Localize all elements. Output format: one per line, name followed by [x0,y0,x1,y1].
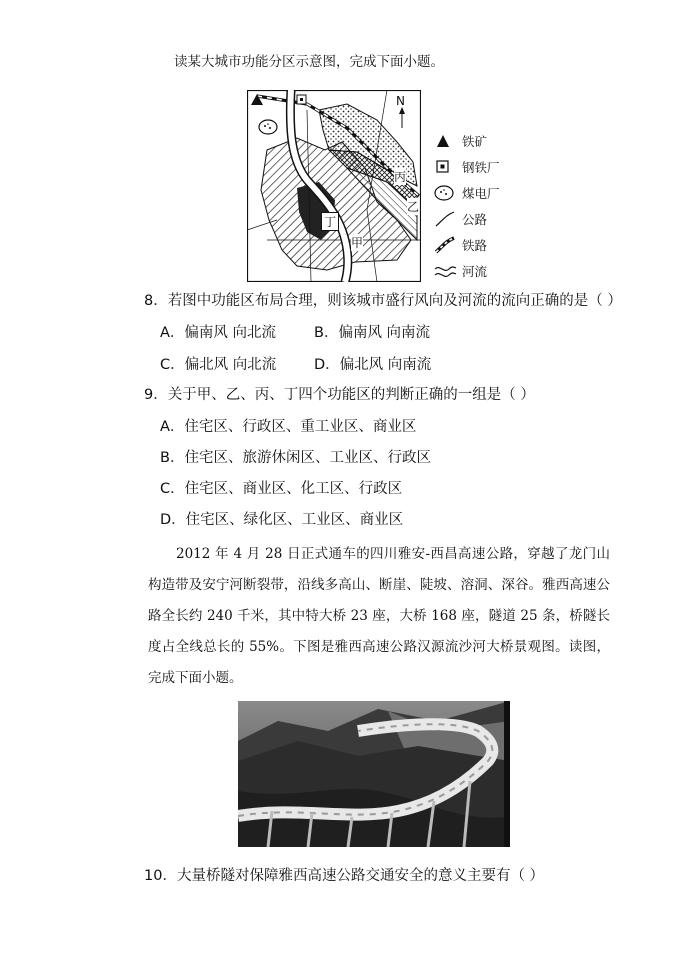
coal-power-icon [259,120,277,134]
steel-mill-flag-icon [432,157,458,177]
q9-option-d: D．住宅区、绿化区、工业区、商业区 [160,512,404,528]
q8-stem: 8．若图中功能区布局合理，则该城市盛行风向及河流的流向正确的是（ ） [144,293,622,309]
q9-option-b: B．住宅区、旅游休闲区、工业区、行政区 [160,450,431,466]
bridge-photo-svg [238,701,510,847]
q9-stem: 9．关于甲、乙、丙、丁四个功能区的判断正确的一组是（ ） [144,387,535,403]
q8-option-b: B．偏南风 向南流 [314,325,431,341]
map-label-jia: 甲 [351,236,364,250]
bridge-photo [238,701,510,847]
city-zoning-map [247,90,421,282]
intro-instruction: 读某大城市功能分区示意图，完成下面小题。 [174,54,444,70]
legend-river: 河流 [432,260,487,282]
map-label-bing: 丙 [394,170,407,184]
q8-option-a: A．偏南风 向北流 [160,325,277,341]
legend-iron-ore: 铁矿 [432,130,487,152]
q8-option-c: C．偏北风 向北流 [160,357,277,373]
q9-option-a: A．住宅区、行政区、重工业区、商业区 [160,419,417,435]
legend-coal-power: 煤电厂 [432,182,500,204]
north-arrow-label: N [396,94,405,108]
legend-road: 公路 [432,208,487,230]
iron-ore-triangle-icon [432,131,458,151]
passage-text: 2012 年 4 月 28 日正式通车的四川雅安-西昌高速公路，穿越了龙门山构造带及安宁河断裂带，沿线多高山、断崖、陡坡、溶洞、深谷。雅西高速公路全长约 240 千米，其中特大桥 23 座，大桥 168 座，隧道 25 条，桥隧长度占全线总长的 55%。下图是雅西高速公路汉源流沙河大桥景观图。读图，完成下面小题。 [148,546,610,686]
map-label-ding: 丁 [321,212,339,231]
legend-steel-mill: 钢铁厂 [432,156,500,178]
river-line-icon [432,261,458,281]
q10-stem: 10．大量桥隧对保障雅西高速公路交通安全的意义主要有（ ） [144,868,545,884]
legend-railway: 铁路 [432,234,487,256]
map-label-yi: 乙 [407,200,420,214]
q9-option-c: C．住宅区、商业区、化工区、行政区 [160,481,403,497]
railway-line-icon [432,235,458,255]
coal-power-plant-icon [432,183,458,203]
city-zoning-map-svg [247,90,421,282]
road-line-icon [432,209,458,229]
q8-option-d: D．偏北风 向南流 [314,357,432,373]
